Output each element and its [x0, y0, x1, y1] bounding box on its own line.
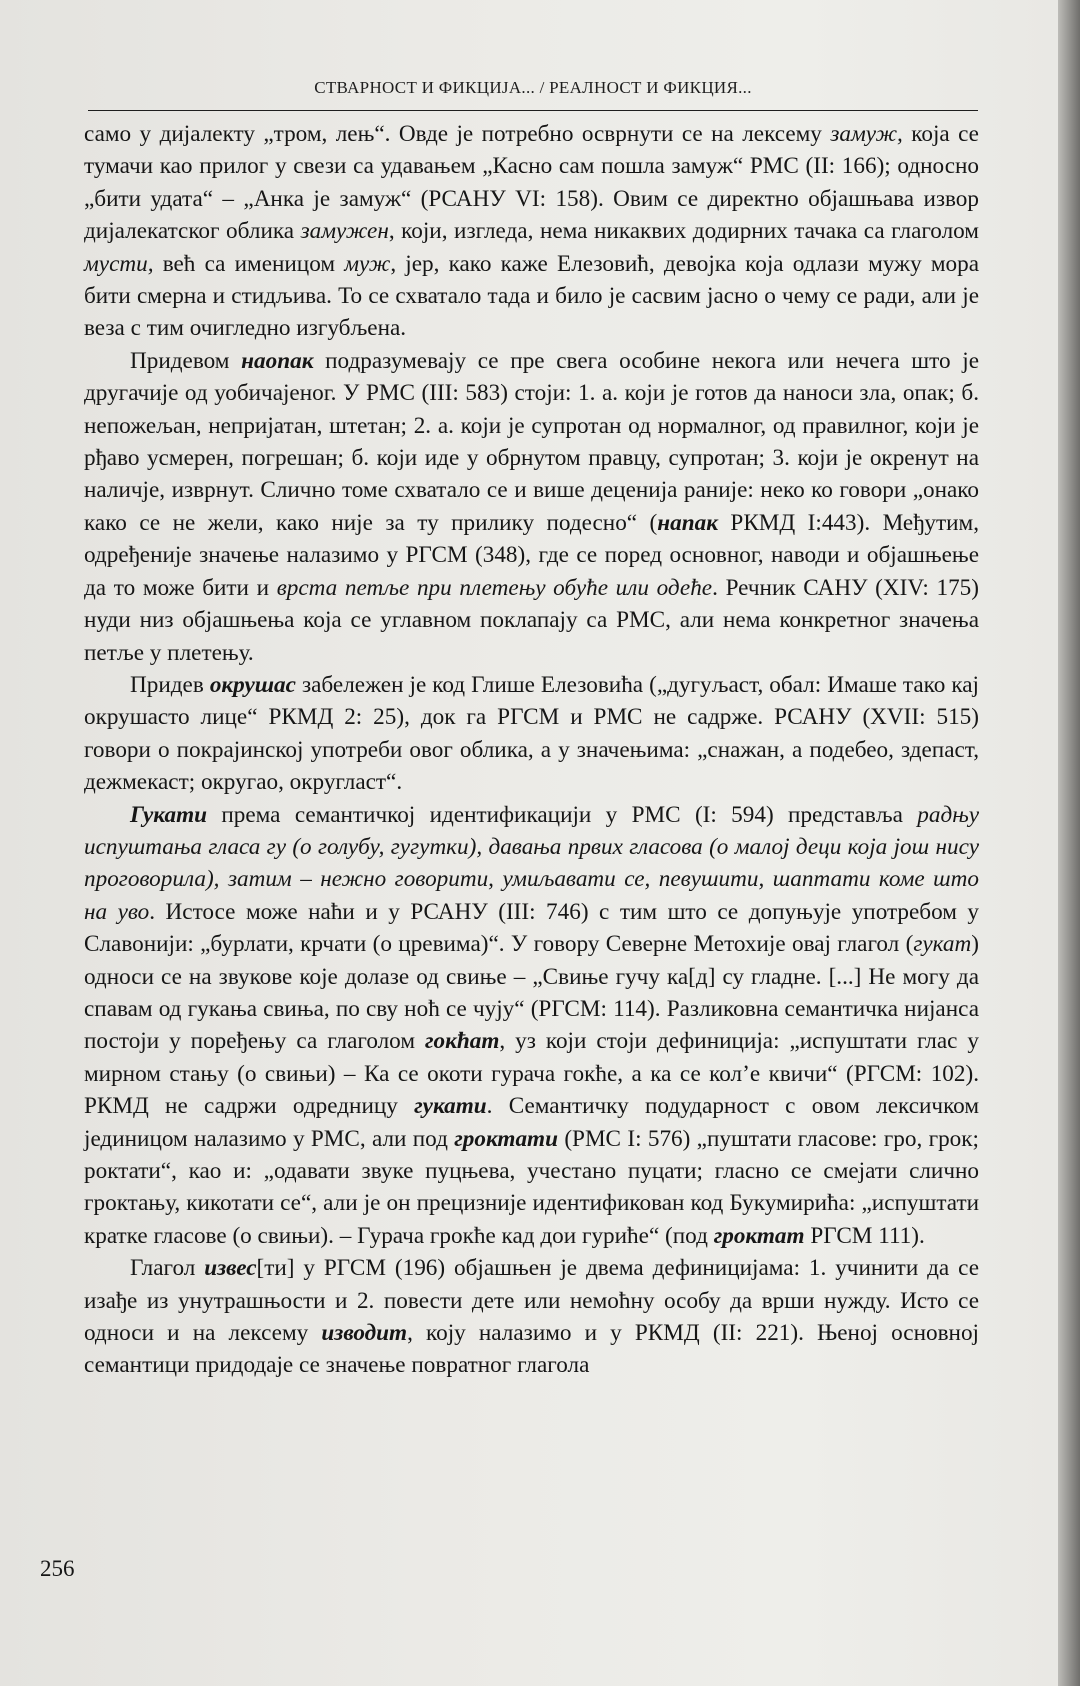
text-run: само у дијалекту „тром, лењ“. Овде је потребно осврнути се на лексему	[84, 121, 831, 147]
text-run: . Истосе може наћи и у РСАНУ (III: 746) с тим што се допуњује употребом у Славонији: „бурлати, крчати (о цревима)“. У говору Северне Метохије овај глагол (	[84, 898, 979, 958]
headword-term: окрушас	[209, 671, 296, 698]
running-head: СТВАРНОСТ И ФИКЦИЈА... / РЕАЛНОСТ И ФИКЦИЯ...	[314, 78, 752, 97]
headword-term: наопак	[241, 347, 314, 374]
body-text	[84, 118, 979, 1382]
italic-term: замуж,	[830, 121, 903, 147]
headword-term: изводит	[321, 1320, 408, 1347]
italic-term: гукат	[913, 931, 972, 958]
text-run: [ти] у РГСМ (196) објашњен је двема дефиницијама: 1. учинити да се изађе из унутрашњости и 2. повести дете или немоћну особу да врши нужду. Исто се односи и на лексему	[84, 1255, 979, 1347]
text-run: . Семантичку подударност с овом лексичком јединицом налазимо у РМС, али под	[84, 1093, 979, 1152]
headword-term: гукати	[414, 1093, 487, 1120]
text-run: ) односи се на звукове које долазе од свиње – „Свиње гучу ка[д] су гладне. [...] Не могу да спавам од гукања свиња, по сву ноћ се чују“ (РГСМ: 114). Разликовна семантичка нијанса постоји у поређењу са глаголом	[84, 931, 979, 1055]
text-run: забележен је код Глише Елезовића („дугуљаст, обал: Имаше тако кај окрушасто лице“ РКМД 2: 25), док га РГСМ и РМС не садрже. РСАНУ (XVII: 515) говори о покрајинској употреби овог облика, а у значењима: „снажан, а подебео, здепаст, дежмекаст; округао, округласт“.	[84, 671, 979, 796]
headword-term: гроктати	[454, 1125, 558, 1152]
paragraph	[84, 799, 979, 1253]
italic-term: радњу испуштања гласа гу (о голубу, гугутки), давања првих гласова (о малој деци која још нису проговорила), затим – нежно говорити, умиљавати се, певушити, шаптати коме што на уво	[84, 801, 979, 925]
italic-term: врста петље при плетењу обуће или одеће	[276, 574, 713, 601]
paragraph	[84, 345, 979, 669]
headword-term: напак	[657, 509, 718, 536]
paragraph	[84, 1252, 979, 1382]
text-run: Глагол	[130, 1255, 205, 1282]
text-run: подразумевају се пре свега особине некога или нечега што је другачије од уобичајеног. У РМС (III: 583) стоји: 1. а. који је готов да наноси зла, опак; б. непожељан, непријатан, штетан; 2. а. који је супротан од нормалног, од правилног, који је рђаво усмерен, погрешан; б. који иде у обрнутом правцу, супротан; 3. који је окренут на наличје, изврнут. Слично томе схватало се и више деценија раније: неко ко говори „онако како се не жели, како није за ту прилику подесно“ (	[84, 347, 979, 536]
italic-term: мусти,	[84, 250, 154, 277]
page-edge-shadow	[1058, 0, 1080, 1686]
page-number: 256	[40, 1556, 75, 1581]
headword-term: гокћат	[424, 1028, 500, 1055]
text-run: (РМС I: 576) „пуштати гласове: гро, грок; роктати“, као и: „одавати звуке пуцњева, учестано пуцати; гласно се смејати слично гроктању, кикотати се“, али је он прецизније идентификован код Букумирића: „испуштати кратке гласове (о свињи). – Гурача грокће кад дои гуриће“ (под	[84, 1125, 979, 1249]
headword-term: гроктат	[713, 1222, 805, 1249]
text-run: , уз који стоји дефиниција: „испуштати глас у мирном стању (о свињи) – Ка се окоти гурача гокће, а ка се кол’е квичи“ (РГСМ: 102). РКМД не садржи одредницу	[84, 1028, 979, 1120]
headword-term: Гукати	[130, 801, 208, 828]
paragraph	[84, 669, 979, 799]
text-run: , који, изгледа, нема никаквих додирних тачака са глаголом	[388, 218, 979, 245]
text-run: већ са именицом	[153, 250, 345, 277]
italic-term: замужен	[300, 218, 389, 245]
paragraph	[84, 118, 979, 345]
text-run: , јер, како каже Елезовић, девојка која одлази мужу мора бити смерна и стидљива. То се схватало тада и било је сасвим јасно о чему се ради, али је веза с тим очигледно изгубљена.	[84, 250, 979, 342]
text-run: РКМД I:443). Међутим, одређеније значење налазимо у РГСМ (348), где се поред основног, наводи и објашњење да то може бити и	[84, 509, 979, 601]
header-rule	[88, 110, 978, 111]
italic-term: муж	[344, 250, 391, 277]
text-run: Придевом	[130, 347, 242, 374]
text-run: према семантичкој идентификацији у РМС (I: 594) представља	[207, 801, 918, 828]
text-run: Придев	[130, 671, 210, 698]
text-run: . Речник САНУ (XIV: 175) нуди низ објашњења која се углавном поклапају са РМС, али нема конкретног значења петље у плетењу.	[84, 574, 979, 666]
headword-term: извес	[204, 1255, 257, 1282]
text-run: која се тумачи као прилог у свези са удавањем „Касно сам пошла замуж“ РМС (II: 166); односно „бити удата“ – „Анка је замуж“ (РСАНУ VI: 158). Овим се директно објашњава извор дијалекатског облика	[84, 121, 979, 245]
text-run: РГСМ 111).	[804, 1222, 925, 1249]
text-run: , коју налазимо и у РКМД (II: 221). Њеној основној семантици придодаје се значење повратног глагола	[84, 1320, 979, 1379]
